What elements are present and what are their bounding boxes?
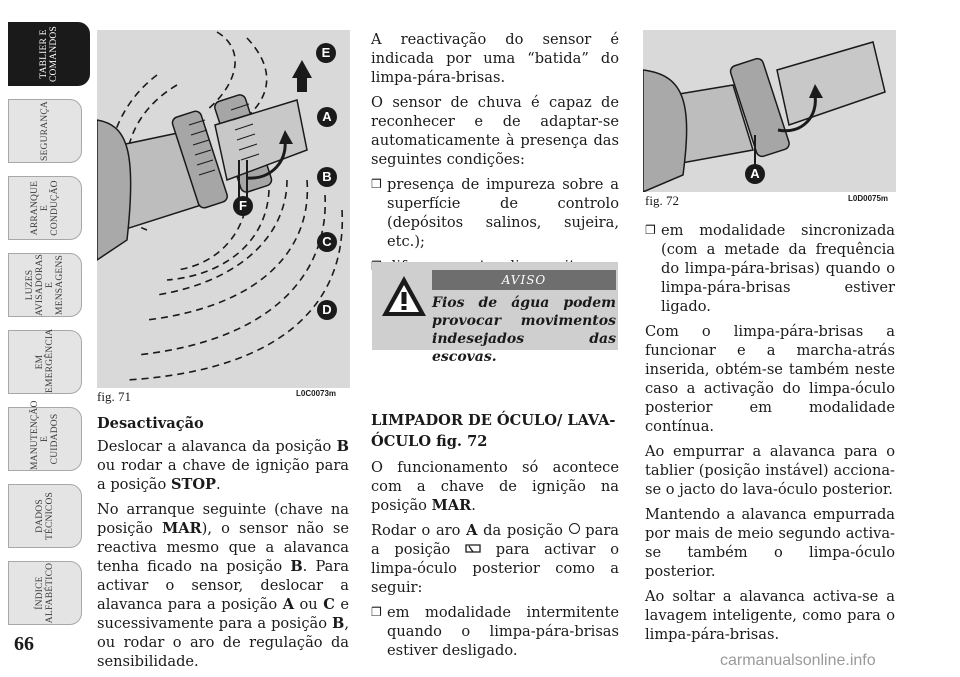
paragraph: Ao soltar a alavanca activa-se a lavagem inteligente, como para o limpa-pára-brisas. xyxy=(645,588,895,643)
paragraph: Deslocar a alavanca da posição B ou rodar a chave de ignição para a posição STOP. xyxy=(97,438,349,493)
text-column-1 xyxy=(97,414,349,677)
tab-dados-tecnicos[interactable] xyxy=(8,484,82,548)
tab-label: SEGURANÇA xyxy=(40,101,50,161)
figure-71-code: L0C0073m xyxy=(296,389,337,398)
paragraph: Rodar o aro A da posição para a posição para activar o limpa-óculo posterior como a seguir: xyxy=(371,522,619,596)
paragraph: Ao empurrar a alavanca para o tablier (posição instável) acciona-se o jacto do lava-óculo posterior. xyxy=(645,443,895,498)
paragraph: O funcionamento só acontece com a chave de ignição na posição MAR. xyxy=(371,459,619,514)
section-heading-limpador: LIMPADOR DE ÓCULO/ LAVA-ÓCULO fig. 72 xyxy=(371,412,616,450)
tab-label: LUZES AVISADORAS E MENSAGENS xyxy=(25,253,65,316)
text-column-3 xyxy=(645,221,895,650)
figure-72-code: L0D0075m xyxy=(848,194,889,203)
text-column-2 xyxy=(371,30,619,282)
list-item: ❒ em modalidade intermitente quando o limpa-pára-brisas estiver desligado. xyxy=(371,604,619,659)
figure-72 xyxy=(643,30,896,192)
tab-label: TABLIER E COMANDOS xyxy=(39,26,59,82)
warning-text: Fios de água podem provocar movimentos indesejados das escovas. xyxy=(432,295,616,365)
figure-71 xyxy=(97,30,350,388)
tab-em-emergencia[interactable] xyxy=(8,330,82,394)
chapter-tabs xyxy=(0,22,92,634)
section-heading-desactivacao: Desactivação xyxy=(97,415,204,432)
callout-a: A xyxy=(745,164,765,184)
tab-label: MANUTENÇÃO E CUIDADOS xyxy=(30,400,60,470)
tab-label: DADOS TÉCNICOS xyxy=(35,491,55,541)
watermark: carmanualsonline.info xyxy=(720,652,876,669)
warning-box xyxy=(372,262,618,365)
rear-wiper-symbol-icon xyxy=(465,543,481,555)
callout-c: C xyxy=(317,232,337,252)
tab-luzes-avisadoras[interactable] xyxy=(8,253,82,317)
paragraph: A reactivação do sensor é indicada por uma “batida” do limpa-pára-brisas. xyxy=(371,31,619,86)
warning-title: AVISO xyxy=(432,270,616,290)
list-item: ❒ em modalidade sincronizada (com a metade da frequência do limpa-pára-brisas) quando o limpa-pára-brisas estiver ligado. xyxy=(645,222,895,315)
paragraph: Com o limpa-pára-brisas a funcionar e a marcha-atrás inserida, obtém-se também neste caso a activação do limpa-óculo posterior em modalidade contínua. xyxy=(645,323,895,435)
tab-label: ARRANQUE E CONDUÇÃO xyxy=(30,180,60,236)
off-symbol-icon xyxy=(569,523,580,534)
paragraph: Mantendo a alavanca empurrada por mais de meio segundo activa-se também o limpa-óculo posterior. xyxy=(645,506,895,580)
callout-d: D xyxy=(317,300,337,320)
rear-wiper-stalk-illustration xyxy=(643,30,896,192)
paragraph: No arranque seguinte (chave na posição MAR), o sensor não se reactiva mesmo que a alavanca tenha ficado na posição B. Para activar o sensor, deslocar a alavanca para a posição A ou C e sucessivamente para a posição B, ou rodar o aro de regulação da sensibilidade. xyxy=(97,501,349,670)
tab-indice-alfabetico[interactable] xyxy=(8,561,82,625)
callout-e: E xyxy=(316,43,336,63)
tab-arranque-conducao[interactable] xyxy=(8,176,82,240)
tab-label: EM EMERGÊNCIA xyxy=(35,328,55,393)
tab-seguranca[interactable] xyxy=(8,99,82,163)
paragraph: O sensor de chuva é capaz de reconhecer e de adaptar-se automaticamente à presença das seguintes condições: xyxy=(371,94,619,168)
tab-manutencao-cuidados[interactable] xyxy=(8,400,82,471)
wiper-stalk-illustration xyxy=(97,30,350,388)
page-number: 66 xyxy=(14,633,34,655)
figure-71-caption: fig. 71 xyxy=(97,389,131,404)
tab-label: ÍNDICE ALFABÉTICO xyxy=(35,562,55,624)
figure-72-caption: fig. 72 xyxy=(645,193,679,208)
list-item: ❒ presença de impureza sobre a superfície de controlo (depósitos salinos, sujeira, etc.); xyxy=(371,176,619,250)
tab-tablier-comandos[interactable] xyxy=(8,22,90,86)
text-column-2b xyxy=(371,410,619,666)
callout-f: F xyxy=(233,196,253,216)
callout-b: B xyxy=(317,167,337,187)
callout-a: A xyxy=(317,107,337,127)
